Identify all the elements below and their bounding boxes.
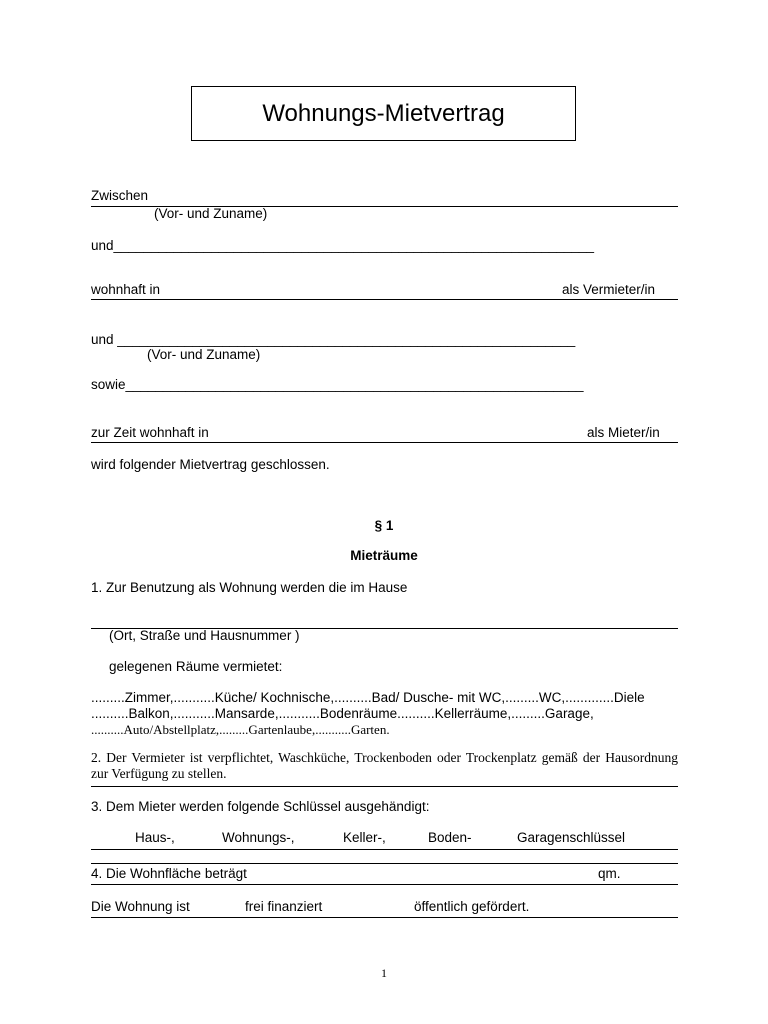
- landlord-name-hint: (Vor- und Zuname): [154, 206, 268, 221]
- item2-divider: [91, 786, 678, 787]
- between-label: Zwischen: [91, 188, 149, 203]
- item4-label: 4. Die Wohnfläche beträgt: [91, 866, 247, 881]
- key-house: Haus-,: [135, 830, 175, 845]
- keys-line: [91, 849, 678, 850]
- section-heading: Mieträume: [350, 548, 418, 563]
- landlord-and-line: und________________________________________________________________: [91, 238, 595, 253]
- section-number: § 1: [374, 518, 394, 533]
- landlord-residence-label: wohnhaft in: [91, 282, 161, 297]
- item4-top-line: [91, 863, 678, 864]
- key-apartment: Wohnungs-,: [222, 830, 295, 845]
- rented-rooms-text: gelegenen Räume vermietet:: [109, 659, 283, 674]
- document-title: Wohnungs-Mietvertrag: [262, 99, 505, 127]
- item2-paragraph: 2. Der Vermieter ist verpflichtet, Waschküche, Trockenboden oder Trockenplatz gemäß der Hausordnung zur Verfügung zu stellen.: [91, 750, 678, 781]
- rooms-line-2: ..........Balkon,...........Mansarde,...........Bodenräume..........Kellerräume,.........Garage,: [91, 706, 594, 721]
- address-hint: (Ort, Straße und Hausnummer ): [109, 628, 300, 643]
- financing-option-public: öffentlich gefördert.: [414, 899, 530, 914]
- tenant-residence-line: [91, 442, 678, 443]
- document-title-box: [191, 86, 576, 141]
- tenant-residence-label: zur Zeit wohnhaft in: [91, 425, 209, 440]
- key-cellar: Keller-,: [343, 830, 386, 845]
- item3-intro: 3. Dem Mieter werden folgende Schlüssel ausgehändigt:: [91, 799, 430, 814]
- contract-conclusion: wird folgender Mietvertrag geschlossen.: [91, 457, 330, 472]
- item4-unit: qm.: [598, 866, 621, 881]
- tenant-name-hint: (Vor- und Zuname): [147, 347, 261, 362]
- tenant-and-line: und _____________________________________________________________: [91, 332, 576, 347]
- landlord-residence-line: [91, 299, 678, 300]
- tenant-also-line: sowie_____________________________________________________________: [91, 377, 584, 392]
- page-number: 1: [381, 966, 387, 980]
- key-garage: Garagenschlüssel: [517, 830, 626, 845]
- financing-option-free: frei finanziert: [245, 899, 323, 914]
- item1-intro: 1. Zur Benutzung als Wohnung werden die im Hause: [91, 580, 408, 595]
- landlord-role-label: als Vermieter/in: [562, 282, 656, 297]
- tenant-role-label: als Mieter/in: [587, 425, 660, 440]
- item4-bottom-line: [91, 884, 678, 885]
- financing-label: Die Wohnung ist: [91, 899, 190, 914]
- financing-line: [91, 917, 678, 918]
- rooms-line-3: ..........Auto/Abstellplatz,.........Gartenlaube,...........Garten.: [91, 722, 390, 737]
- key-attic: Boden-: [428, 830, 472, 845]
- rooms-line-1: .........Zimmer,...........Küche/ Kochnische,..........Bad/ Dusche- mit WC,.........WC,.............Diele: [91, 690, 645, 705]
